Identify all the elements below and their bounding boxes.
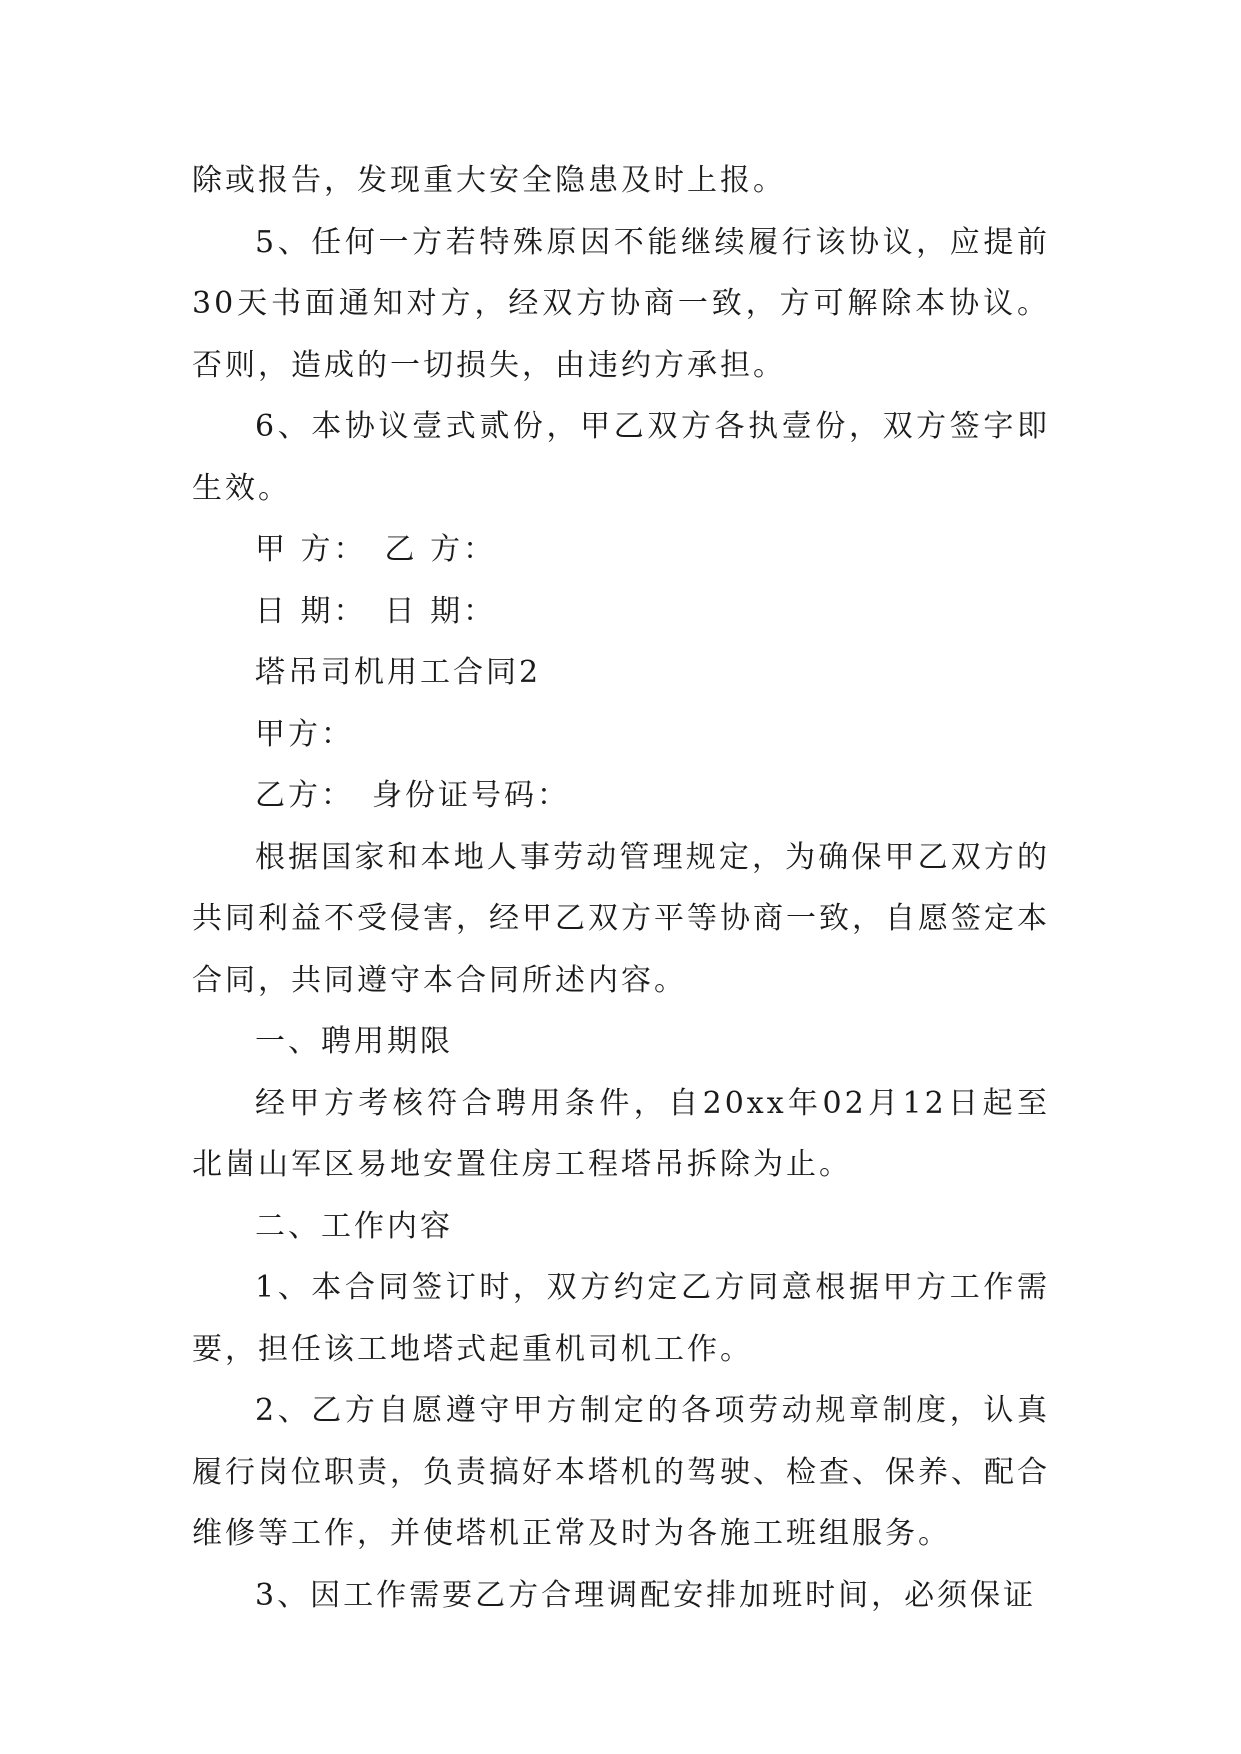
paragraph-work-item-1: 1、本合同签订时，双方约定乙方同意根据甲方工作需要，担任该工地塔式起重机司机工作。 bbox=[192, 1270, 1050, 1367]
party-b-line: 乙方： 身份证号码： bbox=[255, 778, 570, 813]
section-heading-term: 一、聘用期限 bbox=[255, 1024, 453, 1059]
paragraph-work-item-2: 2、乙方自愿遵守甲方制定的各项劳动规章制度，认真履行岗位职责，负责搞好本塔机的驾驶、检查、保养、配合维修等工作，并使塔机正常及时为各施工班组服务。 bbox=[192, 1393, 1050, 1551]
paragraph-clause-6: 6、本协议壹式贰份，甲乙双方各执壹份，双方签字即生效。 bbox=[192, 409, 1050, 506]
paragraph-preamble: 根据国家和本地人事劳动管理规定，为确保甲乙双方的共同利益不受侵害，经甲乙双方平等协商一致，自愿签定本合同，共同遵守本合同所述内容。 bbox=[192, 839, 1050, 998]
party-a-line: 甲方： bbox=[255, 716, 354, 752]
paragraph-term: 经甲方考核符合聘用条件，自20xx年02月12日起至北崮山军区易地安置住房工程塔吊拆除为止。 bbox=[192, 1085, 1050, 1182]
section-heading-work-content: 二、工作内容 bbox=[255, 1208, 453, 1244]
paragraph-work-item-3: 3、因工作需要乙方合理调配安排加班时间，必须保证 bbox=[255, 1577, 1037, 1613]
contract-title: 塔吊司机用工合同2 bbox=[255, 655, 542, 690]
paragraph-clause-5: 5、任何一方若特殊原因不能继续履行该协议，应提前30天书面通知对方，经双方协商一致，方可解除本协议。否则，造成的一切损失，由违约方承担。 bbox=[192, 224, 1050, 383]
signature-date-line: 日 期： 日 期： bbox=[255, 593, 497, 629]
signature-parties-line: 甲 方： 乙 方： bbox=[255, 532, 497, 567]
paragraph-continuation: 除或报告，发现重大安全隐患及时上报。 bbox=[192, 163, 786, 198]
document-body bbox=[192, 150, 1050, 1626]
